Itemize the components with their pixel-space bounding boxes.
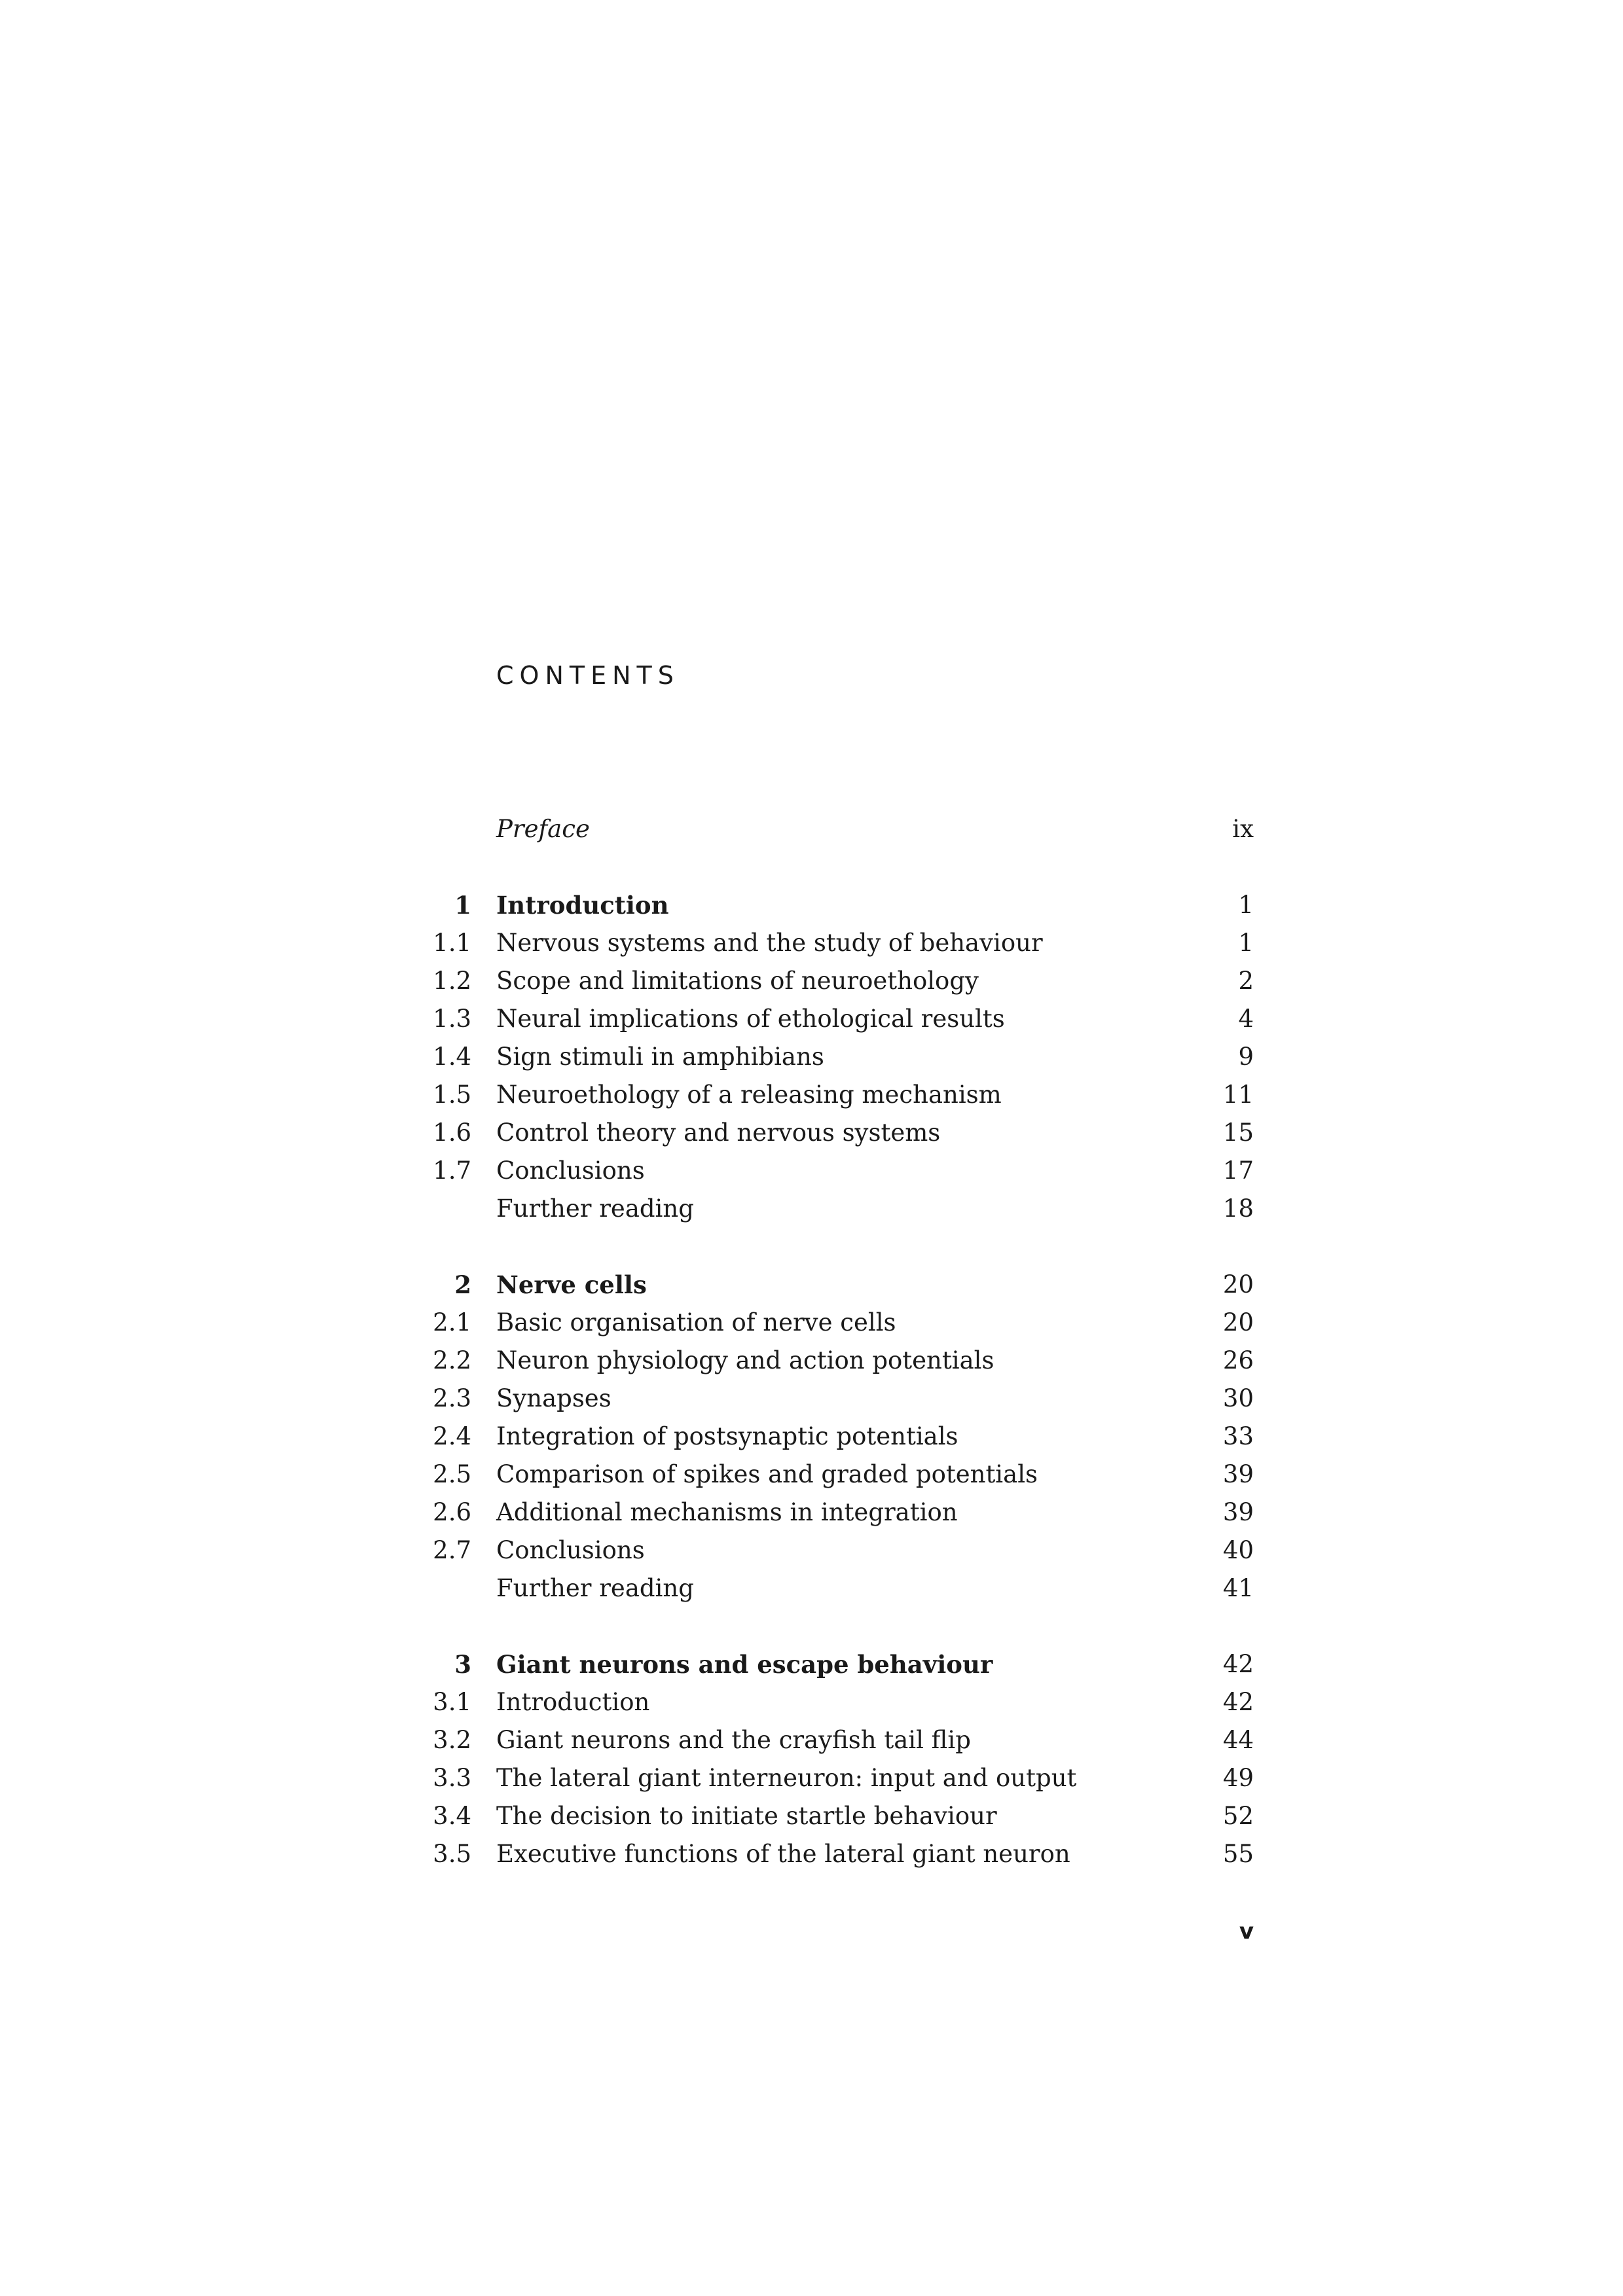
toc-entry-title: Integration of postsynaptic potentials: [496, 1422, 958, 1450]
toc-section-row: [0, 1570, 1623, 1607]
toc-section-row: [0, 1152, 1623, 1190]
toc-section-row: [0, 1380, 1623, 1418]
toc-entry-title: Neuroethology of a releasing mechanism: [496, 1081, 1002, 1109]
toc-entry-title: Conclusions: [496, 1157, 645, 1185]
toc-entry-title: Conclusions: [496, 1536, 645, 1564]
toc-entry-number: 1: [454, 891, 471, 920]
toc-section-row: [0, 1190, 1623, 1228]
toc-entry-title: Sign stimuli in amphibians: [496, 1043, 824, 1071]
toc-entry-number: 3.1: [433, 1688, 471, 1716]
toc-chapter-row: [0, 1266, 1623, 1304]
toc-entry-number: 1.6: [433, 1119, 471, 1147]
toc-section-row: [0, 1000, 1623, 1038]
toc-entry-title: Neuron physiology and action potentials: [496, 1346, 994, 1374]
toc-entry-page: 30: [1222, 1384, 1254, 1412]
toc-section-row: [0, 1683, 1623, 1721]
toc-entry-number: 3.3: [433, 1764, 471, 1792]
toc-entry-title: Scope and limitations of neuroethology: [496, 967, 979, 995]
toc-entry-number: 2: [454, 1270, 471, 1299]
toc-entry-page: 18: [1222, 1194, 1254, 1223]
toc-entry-page: 39: [1222, 1460, 1254, 1488]
toc-entry-title: Preface: [496, 815, 590, 843]
toc-entry-page: 42: [1222, 1650, 1254, 1678]
toc-entry-page: ix: [1232, 815, 1254, 843]
toc-entry-title: Further reading: [496, 1194, 694, 1223]
toc-entry-page: 33: [1222, 1422, 1254, 1450]
toc-section-row: [0, 1342, 1623, 1380]
toc-section-row: [0, 1114, 1623, 1152]
toc-entry-page: 11: [1222, 1081, 1254, 1109]
toc-entry-number: 1.2: [433, 967, 471, 995]
toc-entry-title: Synapses: [496, 1384, 611, 1412]
toc-section-row: [0, 1532, 1623, 1570]
toc-section-row: [0, 1456, 1623, 1494]
toc-section-row: [0, 1759, 1623, 1797]
toc-entry-page: 39: [1222, 1498, 1254, 1526]
toc-chapter-row: [0, 886, 1623, 924]
toc-entry-number: 2.2: [433, 1346, 471, 1374]
toc-entry-title: The lateral giant interneuron: input and output: [496, 1764, 1077, 1792]
toc-section-row: [0, 1721, 1623, 1759]
toc-section-row: [0, 962, 1623, 1000]
toc-entry-page: 2: [1238, 967, 1254, 995]
toc-section-row: [0, 1076, 1623, 1114]
toc-entry-number: 1.3: [433, 1005, 471, 1033]
toc-entry-title: Nerve cells: [496, 1270, 647, 1299]
toc-entry-number: 1.1: [433, 929, 471, 957]
toc-entry-page: 42: [1222, 1688, 1254, 1716]
toc-section-row: [0, 1038, 1623, 1076]
toc-entry-page: 9: [1238, 1043, 1254, 1071]
toc-entry-title: Basic organisation of nerve cells: [496, 1308, 896, 1336]
toc-entry-page: 1: [1238, 891, 1254, 919]
toc-entry-page: 40: [1222, 1536, 1254, 1564]
toc-entry-number: 3: [454, 1650, 471, 1679]
toc-entry-title: Giant neurons and escape behaviour: [496, 1650, 993, 1679]
toc-entry-title: Introduction: [496, 1688, 650, 1716]
toc-entry-page: 52: [1222, 1802, 1254, 1830]
toc-entry-page: 15: [1222, 1119, 1254, 1147]
toc-entry-title: Further reading: [496, 1574, 694, 1602]
toc-entry-title: Giant neurons and the crayfish tail flip: [496, 1726, 971, 1754]
toc-entry-number: 2.3: [433, 1384, 471, 1412]
toc-entry-number: 2.7: [433, 1536, 471, 1564]
page-title: CONTENTS: [496, 661, 680, 690]
toc-entry-number: 2.1: [433, 1308, 471, 1336]
toc-entry-title: Neural implications of ethological results: [496, 1005, 1005, 1033]
toc-entry-title: Additional mechanisms in integration: [496, 1498, 958, 1526]
toc-entry-title: Control theory and nervous systems: [496, 1119, 941, 1147]
toc-entry-page: 4: [1238, 1005, 1254, 1033]
toc-entry-number: 1.5: [433, 1081, 471, 1109]
toc-section-row: [0, 1304, 1623, 1342]
toc-entry-number: 1.4: [433, 1043, 471, 1071]
toc-section-row: [0, 924, 1623, 962]
toc-entry-title: Executive functions of the lateral giant neuron: [496, 1840, 1070, 1868]
toc-entry-page: 20: [1222, 1308, 1254, 1336]
toc-entry-page: 17: [1222, 1157, 1254, 1185]
toc-entry-number: 2.6: [433, 1498, 471, 1526]
toc-entry-page: 49: [1222, 1764, 1254, 1792]
toc-entry-number: 3.2: [433, 1726, 471, 1754]
toc-entry-number: 3.5: [433, 1840, 471, 1868]
toc-section-row: [0, 1835, 1623, 1873]
toc-entry-page: 55: [1222, 1840, 1254, 1868]
toc-entry-page: 26: [1222, 1346, 1254, 1374]
toc-entry-number: 2.4: [433, 1422, 471, 1450]
toc-section-row: [0, 1494, 1623, 1532]
toc-entry-number: 1.7: [433, 1157, 471, 1185]
toc-entry-title: Comparison of spikes and graded potentials: [496, 1460, 1038, 1488]
toc-chapter-row: [0, 1645, 1623, 1683]
toc-entry-page: 44: [1222, 1726, 1254, 1754]
toc-section-row: [0, 1797, 1623, 1835]
toc-entry-title: Nervous systems and the study of behaviour: [496, 929, 1043, 957]
toc-section-row: [0, 1418, 1623, 1456]
page-number: v: [1239, 1918, 1254, 1945]
toc-entry-page: 41: [1222, 1574, 1254, 1602]
toc-entry-title: Introduction: [496, 891, 669, 920]
toc-entry-number: 3.4: [433, 1802, 471, 1830]
toc-entry-page: 1: [1238, 929, 1254, 957]
toc-entry-page: 20: [1222, 1270, 1254, 1299]
toc-preface-row: [0, 810, 1623, 848]
toc-entry-number: 2.5: [433, 1460, 471, 1488]
toc-entry-title: The decision to initiate startle behaviour: [496, 1802, 997, 1830]
